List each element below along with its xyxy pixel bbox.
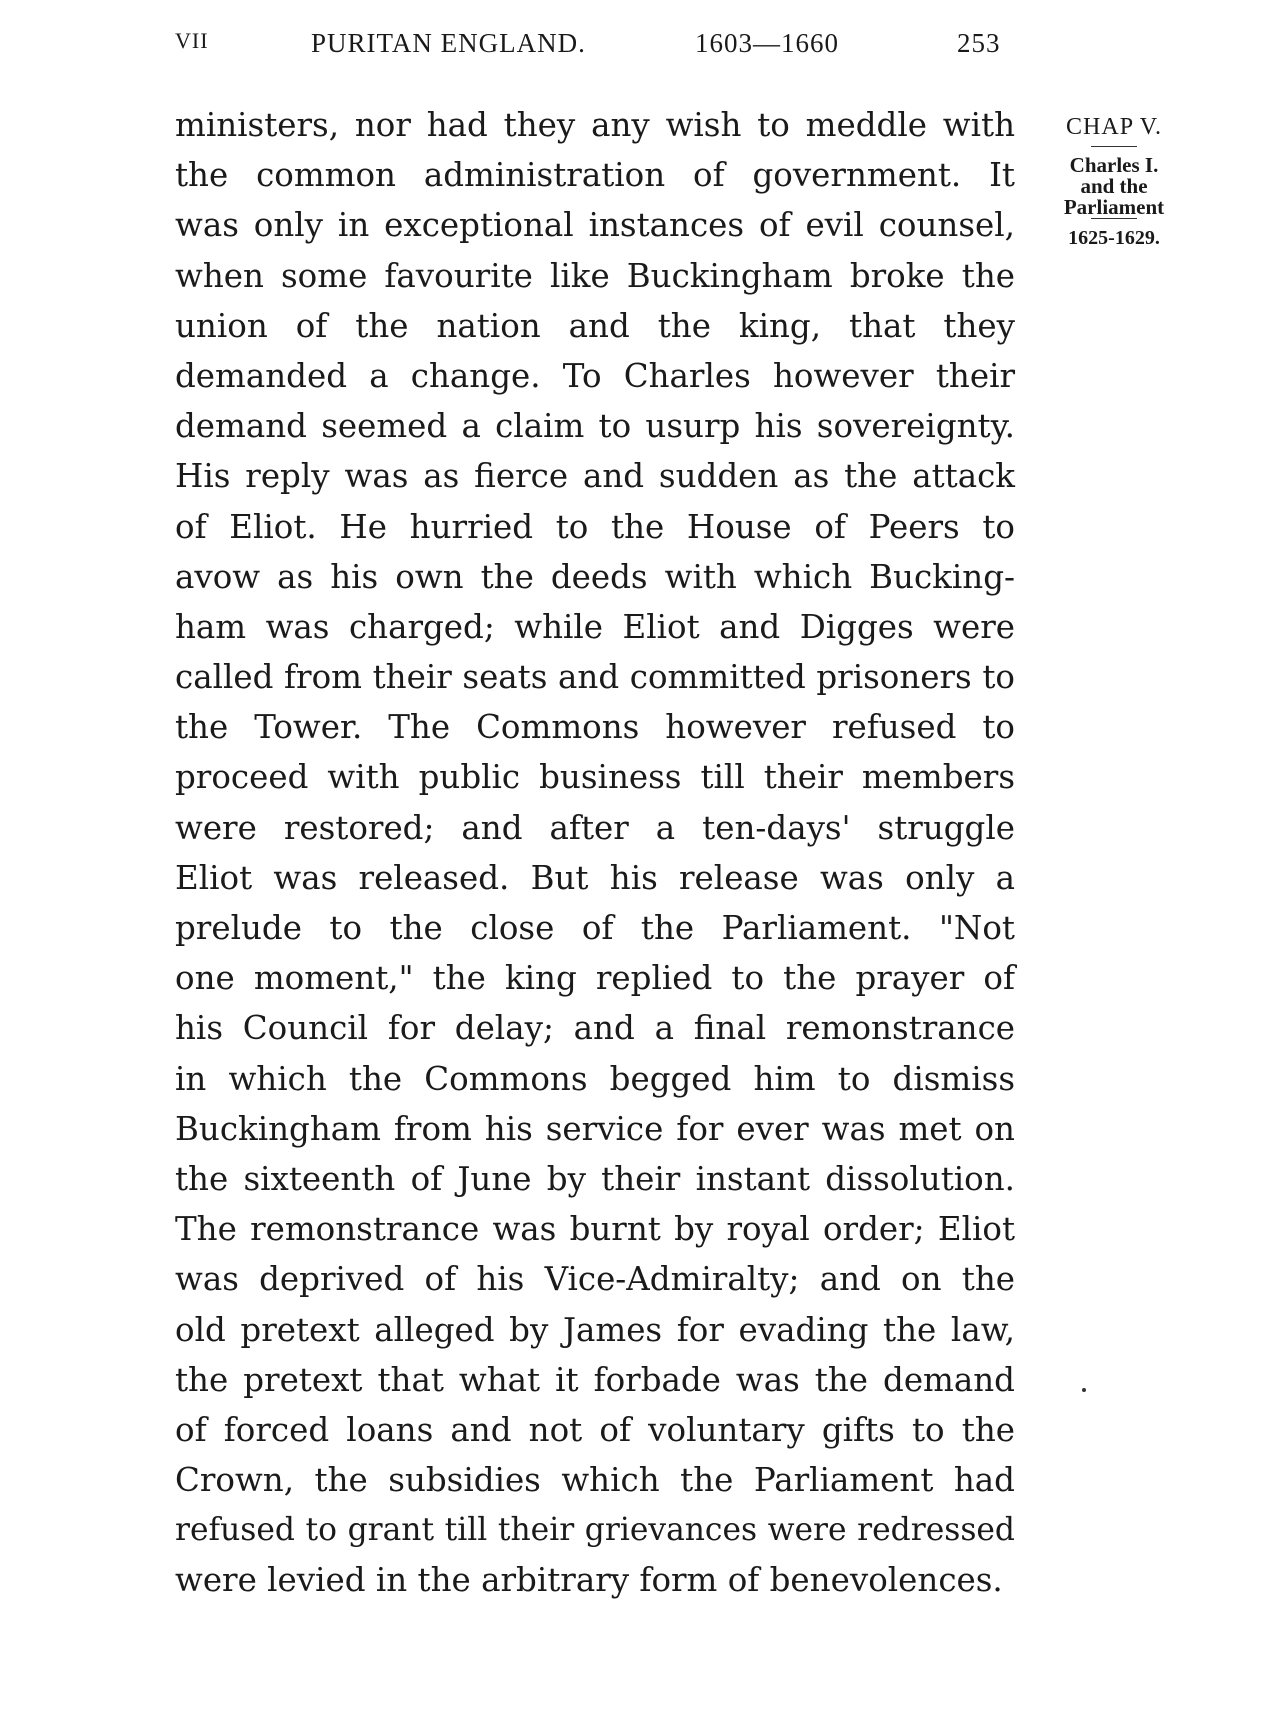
- body-line: ministers, nor had they any wish to meddle with: [175, 106, 1015, 144]
- body-line: demanded a change. To Charles however their: [175, 356, 1015, 395]
- body-line: The remonstrance was burnt by royal order; Eliot: [175, 1210, 1015, 1249]
- body-line: one moment," the king replied to the prayer of: [175, 959, 1015, 998]
- body-line: were restored; and after a ten-days' struggle: [175, 808, 1015, 847]
- body-line: avow as his own the deeds with which Bucking-: [175, 557, 1015, 596]
- body-line: ham was charged; while Eliot and Digges were: [175, 607, 1015, 646]
- body-line: in which the Commons begged him to dismiss: [175, 1059, 1015, 1098]
- body-line: was deprived of his Vice-Admiralty; and on the: [175, 1260, 1015, 1299]
- running-head-chapter: VII: [175, 28, 209, 53]
- body-line: Eliot was released. But his release was only a: [175, 858, 1015, 897]
- body-line: old pretext alleged by James for evading the law,: [175, 1310, 1015, 1349]
- body-line: Buckingham from his service for ever was met on: [175, 1109, 1015, 1148]
- body-line: the sixteenth of June by their instant dissolution.: [175, 1159, 1015, 1198]
- body-line: when some favourite like Buckingham broke the: [175, 256, 1015, 295]
- body-line: union of the nation and the king, that they: [175, 306, 1015, 345]
- body-line: of Eliot. He hurried to the House of Peers to: [175, 507, 1015, 546]
- margin-note-topic-line: Charles I.: [1069, 153, 1159, 177]
- body-line: Crown, the subsidies which the Parliament had: [175, 1461, 1015, 1500]
- body-line: the Tower. The Commons however refused to: [175, 708, 1015, 747]
- body-line: were levied in the arbitrary form of benevolences.: [175, 1561, 1003, 1600]
- running-head: [175, 28, 1020, 64]
- running-head-title: PURITAN ENGLAND.: [311, 28, 586, 58]
- margin-note-chapter: CHAP V.: [1066, 114, 1162, 140]
- body-line: His reply was as fierce and sudden as the attack: [175, 457, 1015, 496]
- body-line: the pretext that what it forbade was the demand: [175, 1360, 1015, 1399]
- margin-note: [1034, 108, 1194, 251]
- body-line: called from their seats and committed prisoners to: [175, 658, 1015, 697]
- body-line: of forced loans and not of voluntary gifts to the: [175, 1410, 1015, 1449]
- body-line: the common administration of government. It: [175, 156, 1015, 195]
- body-line: his Council for delay; and a final remonstrance: [175, 1009, 1015, 1048]
- body-line: refused to grant till their grievances were redressed: [175, 1512, 1015, 1549]
- body-line: prelude to the close of the Parliament. "Not: [175, 909, 1015, 947]
- margin-note-topic-line: Parliament: [1063, 195, 1165, 219]
- body-line: was only in exceptional instances of evil counsel,: [175, 206, 1015, 245]
- print-speck: [1082, 1388, 1086, 1392]
- margin-note-dates: 1625-1629.: [1068, 227, 1160, 249]
- running-head-dates: 1603—1660: [695, 28, 839, 58]
- body-paragraph: [175, 100, 1015, 1606]
- margin-note-topic: [1034, 147, 1194, 218]
- page-number: 253: [957, 28, 1001, 58]
- body-line: demand seemed a claim to usurp his sovereignty.: [175, 407, 1015, 446]
- body-line: proceed with public business till their members: [175, 758, 1015, 797]
- margin-note-topic-line: and the: [1080, 174, 1148, 198]
